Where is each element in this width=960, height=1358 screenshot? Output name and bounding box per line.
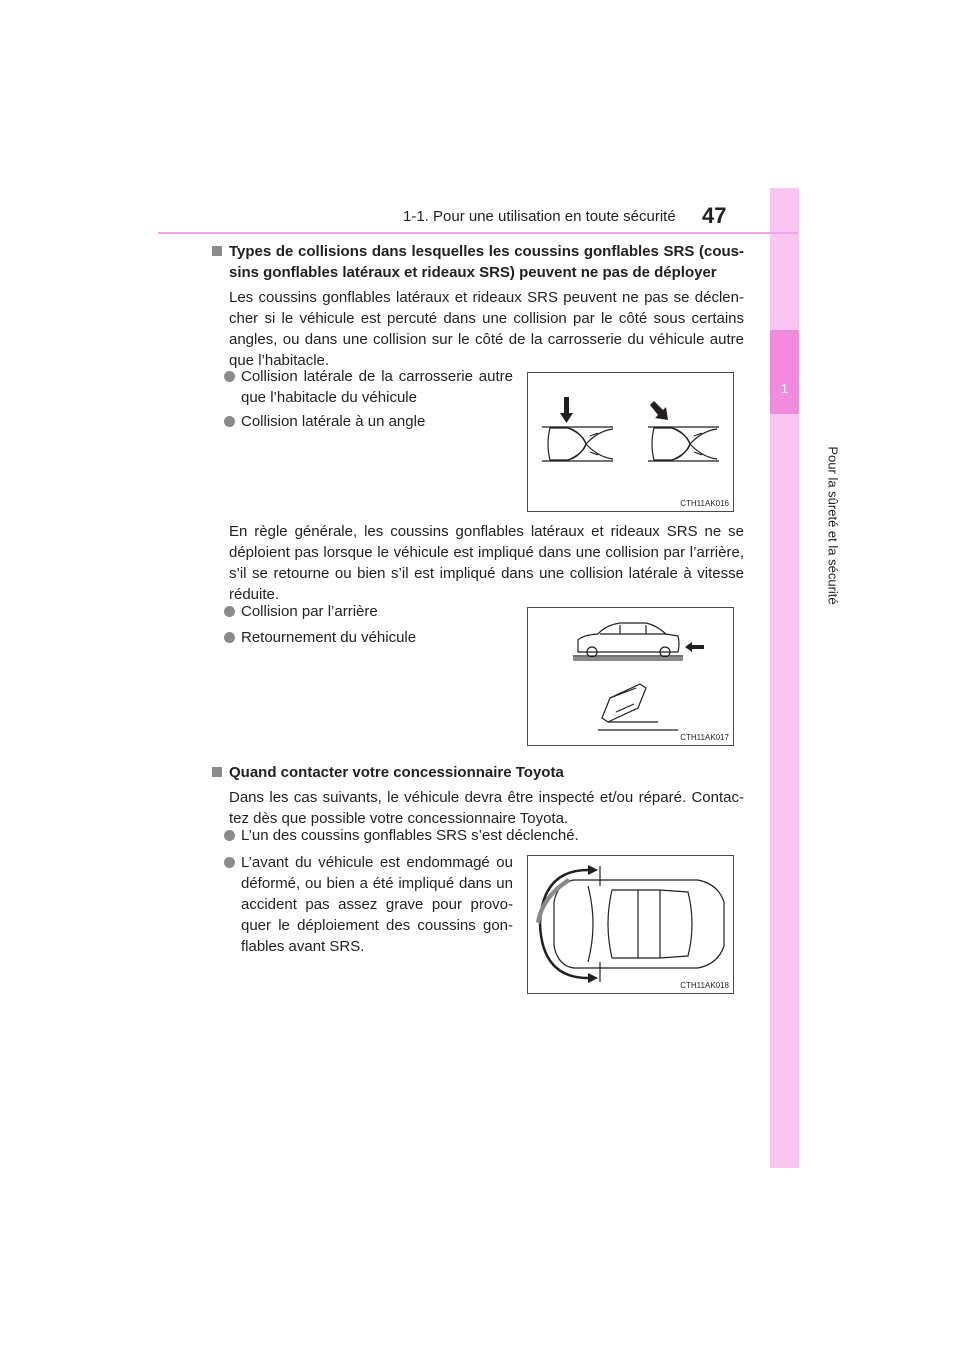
- bullet-item: L’un des coussins gonflables SRS s’est déclenché.: [224, 825, 744, 846]
- bullet-item: Collision par l’arrière: [224, 601, 513, 622]
- bullet-dot-icon: [224, 371, 235, 382]
- bullet-dot-icon: [224, 830, 235, 841]
- bullet-dot-icon: [224, 416, 235, 427]
- figure-rear-collision-rollover: [527, 607, 734, 746]
- section1-intro: [229, 287, 744, 371]
- chapter-tab-marker: [770, 330, 799, 414]
- car-front-damage-illustration: [528, 856, 733, 993]
- heading-square-icon: [212, 246, 222, 256]
- header-rule-tab: [770, 232, 798, 234]
- running-header: 1-1. Pour une utilisation en toute sécurité: [403, 208, 676, 225]
- figure-front-damage: [527, 855, 734, 994]
- section1-paragraph2: [229, 521, 744, 605]
- figure-code: CTH11AK018: [680, 981, 729, 990]
- text-line: tez dès que possible votre concessionnaire Toyota.: [229, 810, 569, 827]
- text-line: déploient pas lorsque le véhicule est impliqué dans une collision par l’arrière,: [229, 544, 744, 561]
- bullet-item: Retournement du véhicule: [224, 627, 513, 648]
- bullet-item: Collision latérale de la carrosserie autre que l’habitacle du véhicule: [224, 366, 513, 408]
- chapter-label: Pour la sûreté et la sécurité: [825, 446, 841, 605]
- text-line: accident pas assez grave pour provo-: [241, 896, 513, 913]
- heading-line: sins gonflables latéraux et rideaux SRS) peuvent ne pas de déployer: [229, 264, 717, 281]
- text-line: flables avant SRS.: [241, 938, 365, 955]
- header-rule: [158, 232, 770, 234]
- text-line: réduite.: [229, 586, 280, 603]
- section-heading-collision-types: [212, 241, 744, 283]
- text-line: déformé, ou bien a été impliqué dans un: [241, 875, 513, 892]
- figure-code: CTH11AK017: [680, 733, 729, 742]
- bullet-item: Collision latérale à un angle: [224, 411, 513, 432]
- text-line: quer le déploiement des coussins gon-: [241, 917, 513, 934]
- text-line: Dans les cas suivants, le véhicule devra être inspecté et/ou réparé. Contac-: [229, 789, 744, 806]
- car-top-view-illustration: [528, 373, 733, 511]
- bullet-dot-icon: [224, 606, 235, 617]
- section2-intro: [229, 787, 744, 829]
- text-line: cher si le véhicule est percuté dans une collision par le côté sous certains: [229, 310, 744, 327]
- text-line: En règle générale, les coussins gonflables latéraux et rideaux SRS ne se: [229, 523, 744, 540]
- section-heading-contact-dealer: Quand contacter votre concessionnaire Toyota: [212, 762, 744, 783]
- page-number: 47: [702, 203, 727, 228]
- figure-side-collision: [527, 372, 734, 512]
- bullet-dot-icon: [224, 632, 235, 643]
- text-line: Les coussins gonflables latéraux et rideaux SRS peuvent ne pas se déclen-: [229, 289, 744, 306]
- chapter-number: 1: [780, 381, 789, 396]
- text-line: que l’habitacle.: [229, 352, 330, 369]
- heading-line: Types de collisions dans lesquelles les coussins gonflables SRS (cous-: [229, 243, 744, 260]
- bullet-item: [224, 852, 513, 957]
- bullet-dot-icon: [224, 857, 235, 868]
- figure-code: CTH11AK016: [680, 499, 729, 508]
- rear-collision-rollover-illustration: [528, 608, 733, 745]
- heading-square-icon: [212, 767, 222, 777]
- text-line: angles, ou dans une collision sur le côté de la carrosserie du véhicule autre: [229, 331, 744, 348]
- text-line: L’avant du véhicule est endommagé ou: [241, 854, 513, 871]
- text-line: s’il se retourne ou bien s’il est impliqué dans une collision latérale à vitesse: [229, 565, 744, 582]
